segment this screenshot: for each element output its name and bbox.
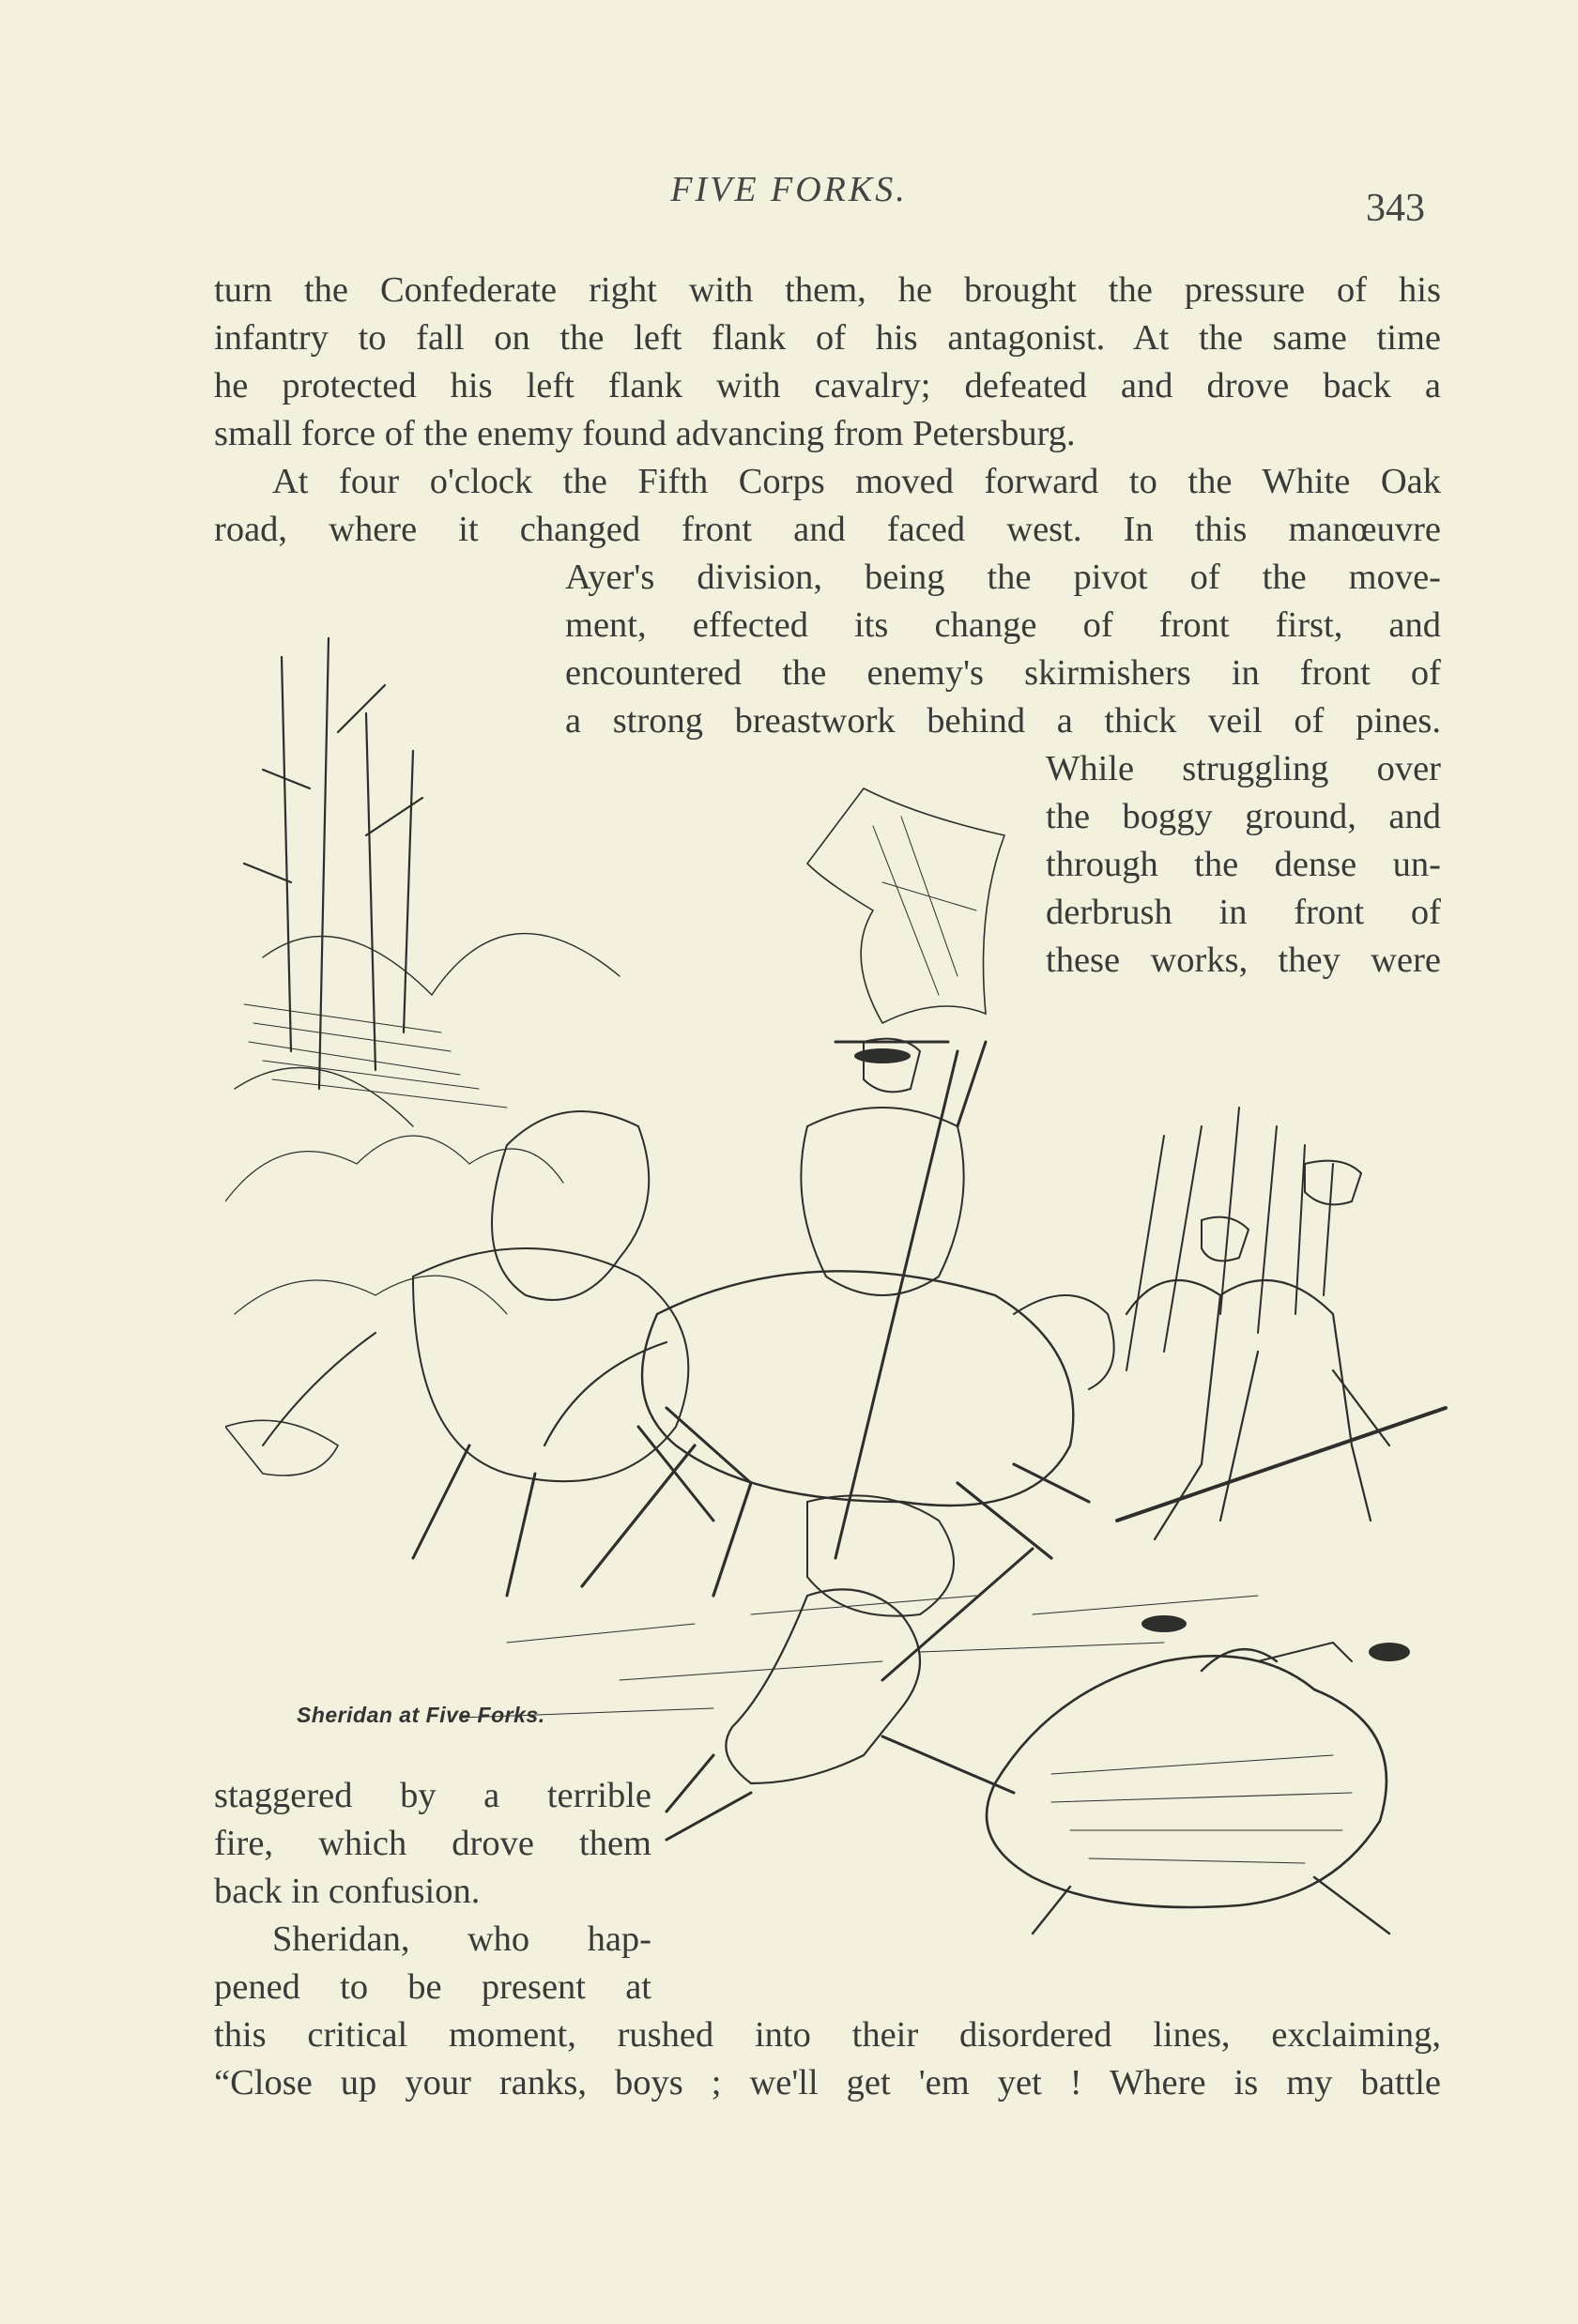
text-line: staggered by a terrible bbox=[214, 1776, 651, 1815]
page-number: 343 bbox=[1366, 187, 1425, 230]
text-line: back in confusion. bbox=[214, 1872, 481, 1911]
text-line: derbrush in front of bbox=[1046, 893, 1441, 932]
battle-engraving bbox=[225, 601, 1464, 1962]
text-line: the boggy ground, and bbox=[1046, 797, 1441, 836]
text-line: While struggling over bbox=[1046, 749, 1441, 788]
running-head: FIVE FORKS. bbox=[670, 170, 908, 209]
text-line: through the dense un- bbox=[1046, 845, 1441, 884]
text-line: encountered the enemy's skirmishers in front of bbox=[565, 653, 1441, 693]
text-line: pened to be present at bbox=[214, 1967, 651, 2007]
text-line: infantry to fall on the left flank of his antagonist. At the same time bbox=[214, 318, 1441, 358]
text-line: these works, they were bbox=[1046, 940, 1441, 980]
text-line: he protected his left flank with cavalry; defeated and drove back a bbox=[214, 366, 1441, 405]
text-line: fire, which drove them bbox=[214, 1824, 651, 1863]
text-line: this critical moment, rushed into their disordered lines, exclaiming, bbox=[214, 2015, 1441, 2055]
text-line: turn the Confederate right with them, he brought the pressure of his bbox=[214, 270, 1441, 310]
text-line: Sheridan, who hap- bbox=[272, 1919, 651, 1959]
text-line: “Close up your ranks, boys ; we'll get 'em yet ! Where is my battle bbox=[214, 2063, 1441, 2102]
text-line: Ayer's division, being the pivot of the move- bbox=[565, 558, 1441, 597]
text-line: road, where it changed front and faced west. In this manœuvre bbox=[214, 510, 1441, 549]
text-line: At four o'clock the Fifth Corps moved forward to the White Oak bbox=[272, 462, 1441, 501]
text-line: a strong breastwork behind a thick veil of pines. bbox=[565, 701, 1441, 741]
text-line: ment, effected its change of front first, and bbox=[565, 605, 1441, 645]
text-line: small force of the enemy found advancing from Petersburg. bbox=[214, 414, 1076, 453]
illustration-caption: Sheridan at Five Forks. bbox=[297, 1703, 545, 1727]
